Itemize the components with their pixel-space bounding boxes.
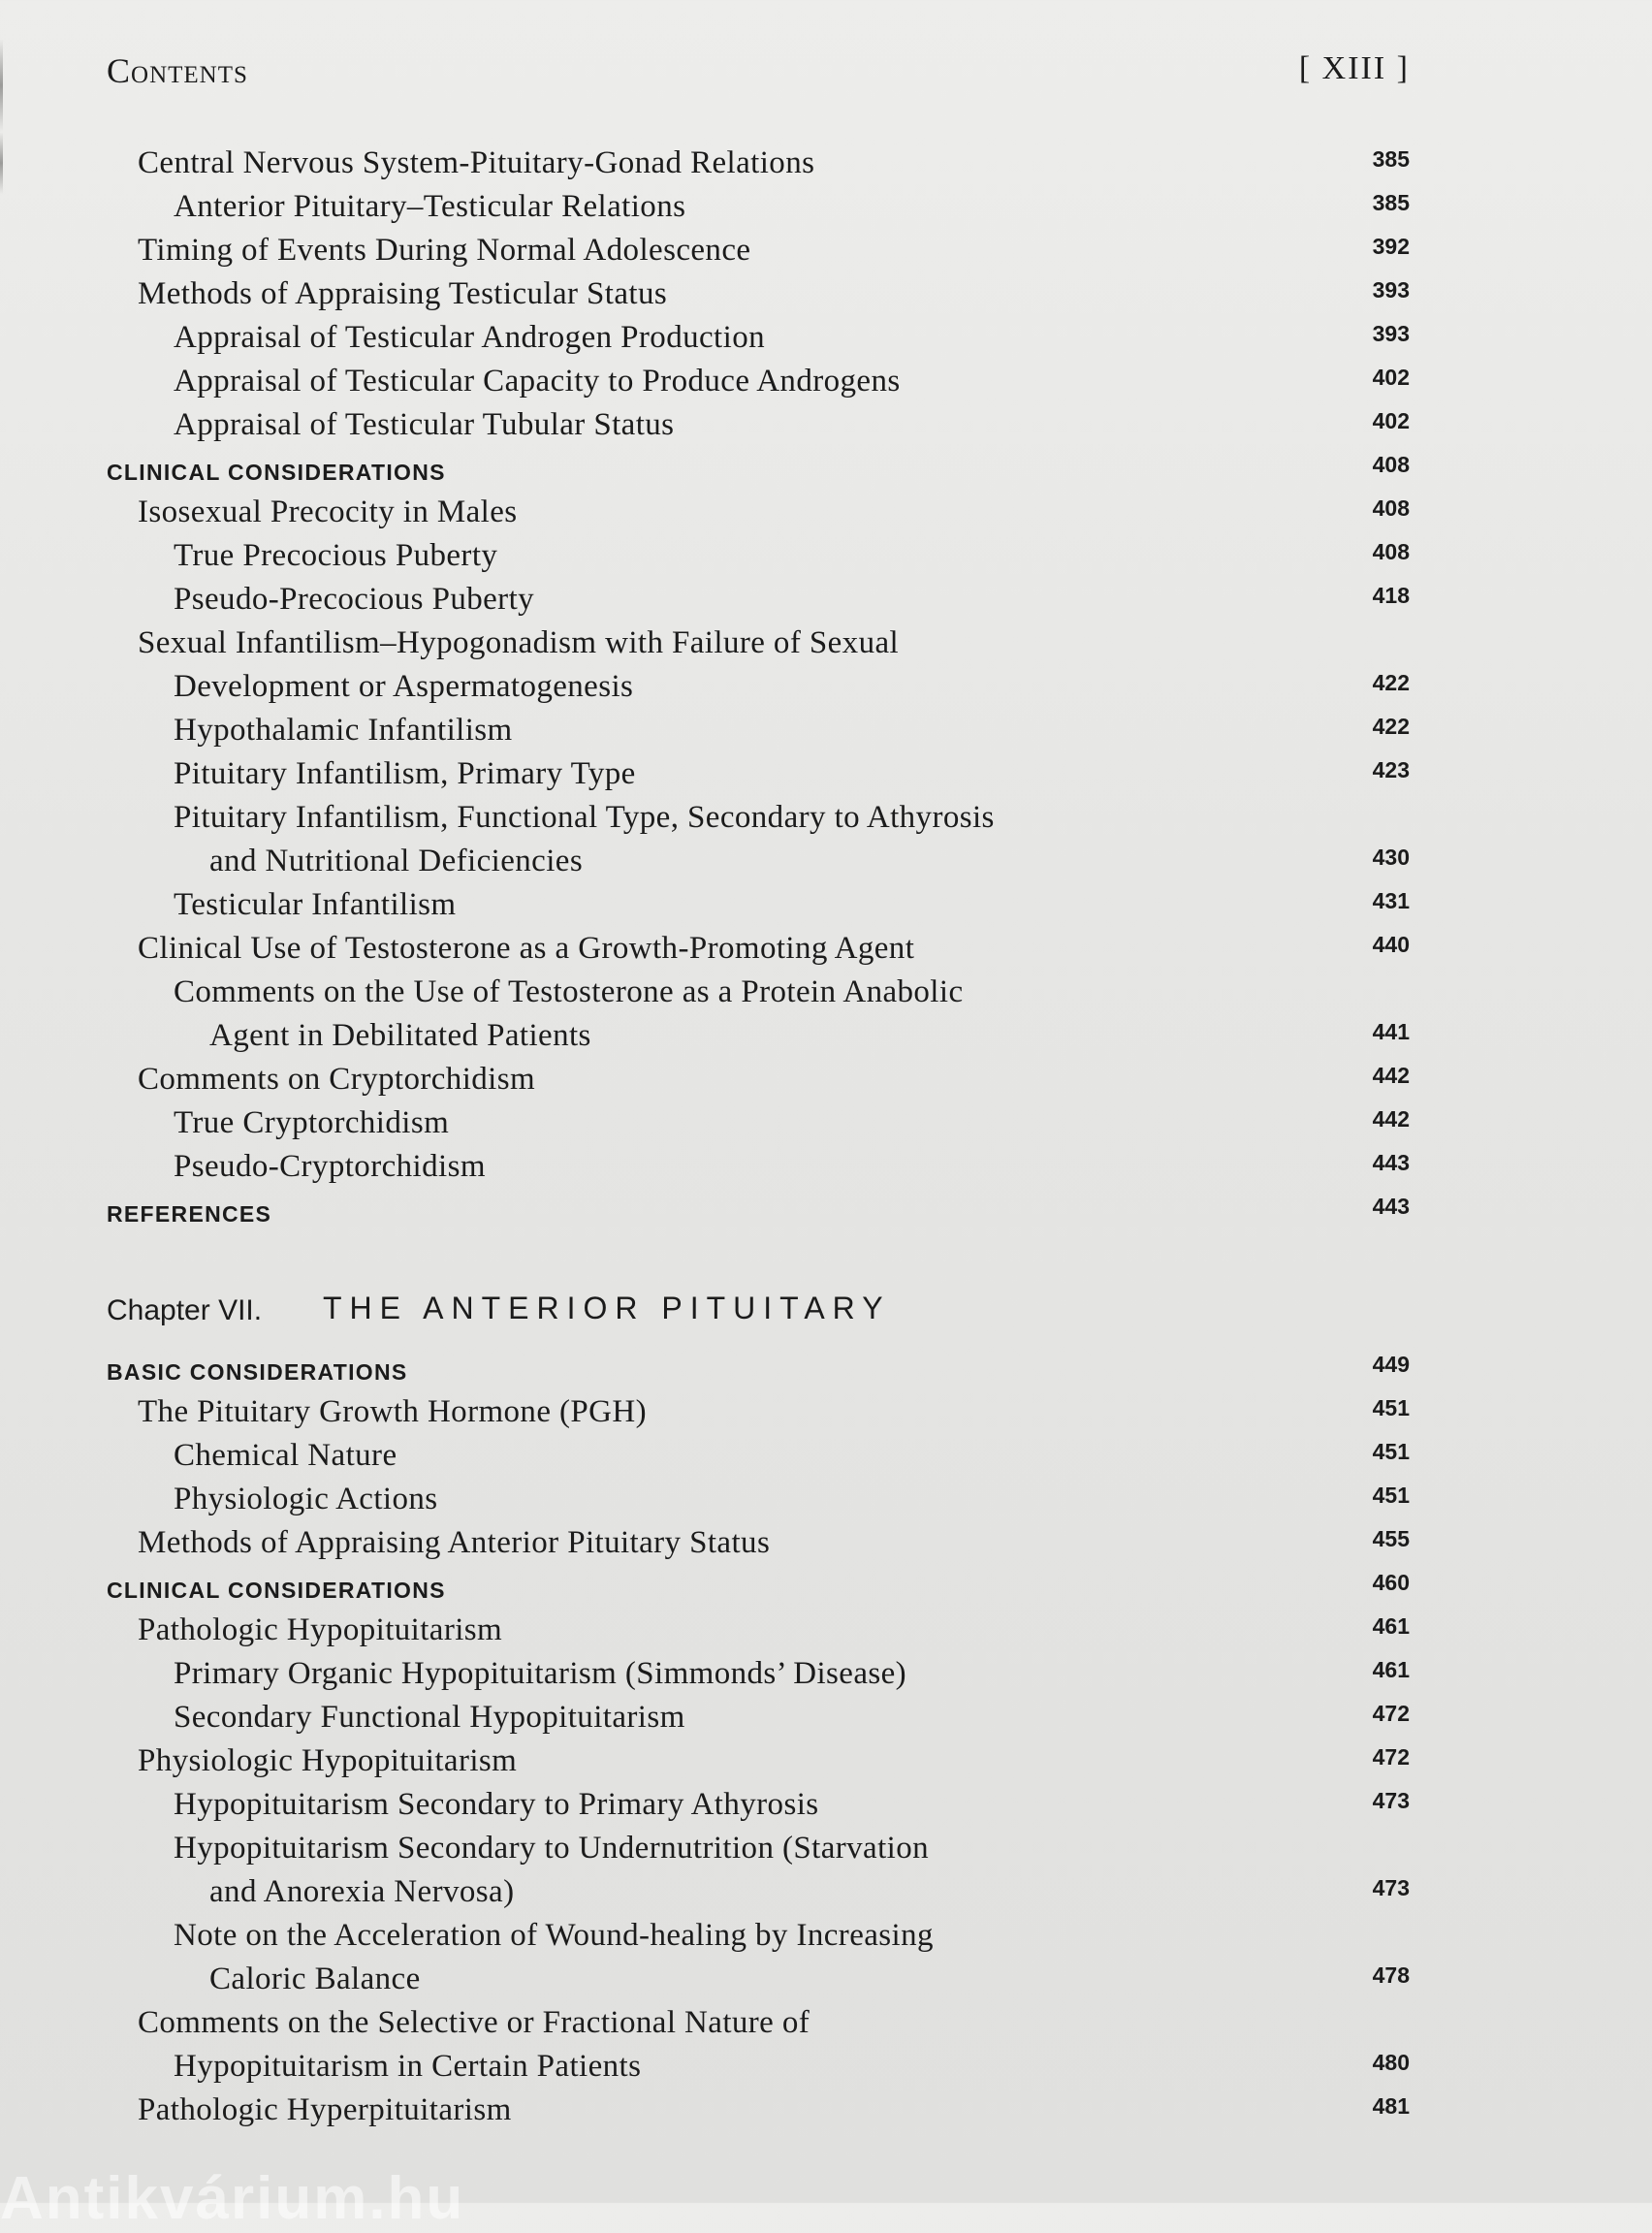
watermark-text: Antikvárium.hu (0, 2165, 465, 2232)
toc-page-number: 449 (1372, 1352, 1410, 1377)
toc-entry (0, 1821, 1652, 1908)
table-of-contents (0, 136, 1652, 2126)
toc-entry-title-line: Pathologic Hypopituitarism (138, 1612, 503, 1647)
toc-entry-title-line: Appraisal of Testicular Androgen Production (174, 320, 765, 355)
toc-entry (0, 267, 1652, 310)
toc-entry-title (174, 796, 995, 883)
toc-entry (0, 572, 1652, 616)
toc-page-number: 451 (1372, 1483, 1410, 1508)
toc-entry (0, 790, 1652, 877)
toc-entry-title (138, 2089, 512, 2132)
toc-page-number: 393 (1372, 277, 1410, 303)
toc-entry-title-line: Chemical Nature (174, 1438, 397, 1473)
toc-entry (0, 1139, 1652, 1183)
toc-entry (0, 1603, 1652, 1646)
toc-entry-title-line: REFERENCES (107, 1201, 272, 1227)
toc-page-number: 460 (1372, 1570, 1410, 1595)
toc-entry-title-line: Comments on Cryptorchidism (138, 1062, 536, 1097)
toc-entry-title-line: Pseudo-Precocious Puberty (174, 582, 535, 617)
running-head (107, 50, 1410, 99)
toc-entry (0, 528, 1652, 572)
toc-entry-title-line: Hypopituitarism Secondary to Primary Athyrosis (174, 1787, 819, 1822)
toc-page-number: 473 (1372, 1788, 1410, 1813)
toc-entry-title-line: CLINICAL CONSIDERATIONS (107, 460, 446, 485)
chapter-title: THE ANTERIOR PITUITARY (323, 1291, 891, 1325)
toc-entry-title-line: Pathologic Hyperpituitarism (138, 2092, 512, 2127)
toc-entry (0, 703, 1652, 747)
toc-page-number: 430 (1372, 845, 1410, 870)
toc-entry-title-line: Physiologic Actions (174, 1482, 438, 1516)
running-head-title: Contents (107, 51, 248, 90)
toc-page-number: 440 (1372, 932, 1410, 957)
toc-entry-title-line: Pituitary Infantilism, Primary Type (174, 756, 636, 791)
toc-entry-title-line: Hypothalamic Infantilism (174, 713, 513, 748)
toc-entry (0, 1052, 1652, 1096)
toc-entry-title-line: Secondary Functional Hypopituitarism (174, 1700, 685, 1735)
toc-entry-title (174, 971, 964, 1058)
toc-entry (0, 485, 1652, 528)
toc-entry (0, 921, 1652, 965)
toc-section-heading (0, 1183, 1652, 1227)
toc-page-number: 461 (1372, 1657, 1410, 1682)
toc-entry-title-line: Appraisal of Testicular Tubular Status (174, 407, 675, 442)
toc-page-number: 443 (1372, 1150, 1410, 1175)
toc-entry-title (138, 622, 899, 709)
toc-entry-title-line: Pituitary Infantilism, Functional Type, Secondary to Athyrosis (174, 800, 995, 835)
toc-entry (0, 1385, 1652, 1428)
toc-entry (0, 747, 1652, 790)
toc-page-number: 442 (1372, 1063, 1410, 1088)
toc-page-number: 393 (1372, 321, 1410, 346)
toc-page-number: 478 (1372, 1962, 1410, 1988)
toc-entry (0, 616, 1652, 703)
toc-entry-title-line: Anterior Pituitary–Testicular Relations (174, 189, 686, 224)
toc-section-heading (0, 1341, 1652, 1385)
toc-entry-title-line: Sexual Infantilism–Hypogonadism with Failure of Sexual (138, 625, 900, 660)
toc-entry (0, 1515, 1652, 1559)
toc-entry-title (107, 1193, 271, 1236)
toc-entry-title-line: Methods of Appraising Anterior Pituitary Status (138, 1525, 771, 1560)
toc-entry (0, 1777, 1652, 1821)
toc-entry-title-line: Comments on the Use of Testosterone as a Protein Anabolic (174, 974, 964, 1009)
toc-entry-title-line: Physiologic Hypopituitarism (138, 1743, 518, 1778)
toc-page-number: 472 (1372, 1744, 1410, 1770)
toc-page-number: 408 (1372, 495, 1410, 521)
toc-entry-title-continuation: Caloric Balance (209, 1962, 421, 1996)
toc-entry-title-line: Clinical Use of Testosterone as a Growth-Promoting Agent (138, 931, 915, 966)
toc-page-number: 481 (1372, 2093, 1410, 2119)
toc-entry-title-line: True Cryptorchidism (174, 1105, 450, 1140)
toc-entry-title-continuation: Agent in Debilitated Patients (209, 1018, 591, 1053)
toc-entry (0, 1690, 1652, 1734)
toc-page-number: 451 (1372, 1439, 1410, 1464)
chapter-heading (0, 1285, 1652, 1341)
toc-entry (0, 1995, 1652, 2083)
toc-page-number: 455 (1372, 1526, 1410, 1551)
toc-page-number: 408 (1372, 452, 1410, 477)
toc-page-number: 441 (1372, 1019, 1410, 1044)
toc-page-number: 461 (1372, 1613, 1410, 1639)
chapter-label: Chapter VII. (107, 1294, 263, 1326)
toc-entry (0, 223, 1652, 267)
toc-page-number: 418 (1372, 583, 1410, 608)
toc-entry (0, 398, 1652, 441)
toc-entry-title-line: Methods of Appraising Testicular Status (138, 276, 668, 311)
toc-entry (0, 877, 1652, 921)
toc-entry-title-line: The Pituitary Growth Hormone (PGH) (138, 1394, 648, 1429)
toc-page-number: 392 (1372, 234, 1410, 259)
toc-entry-title-continuation: and Nutritional Deficiencies (209, 844, 584, 878)
toc-entry-title-line: Timing of Events During Normal Adolescence (138, 233, 751, 268)
toc-entry-title (174, 1914, 934, 2001)
toc-entry-title-line: CLINICAL CONSIDERATIONS (107, 1578, 446, 1603)
toc-entry-title-line: Central Nervous System-Pituitary-Gonad Relations (138, 145, 815, 180)
toc-entry-title-line: Pseudo-Cryptorchidism (174, 1149, 486, 1184)
toc-entry (0, 1646, 1652, 1690)
toc-entry-title-continuation: Hypopituitarism in Certain Patients (174, 2049, 642, 2084)
toc-entry-title-line: Note on the Acceleration of Wound-healing by Increasing (174, 1918, 934, 1953)
toc-page-number: 385 (1372, 190, 1410, 215)
toc-page-number: 443 (1372, 1194, 1410, 1219)
toc-entry-title-line: Primary Organic Hypopituitarism (Simmonds’ Disease) (174, 1656, 907, 1691)
toc-entry-title-line: BASIC CONSIDERATIONS (107, 1359, 408, 1385)
toc-entry (0, 354, 1652, 398)
toc-page-number: 480 (1372, 2050, 1410, 2075)
toc-page-number: 385 (1372, 146, 1410, 172)
toc-page-number: 402 (1372, 408, 1410, 433)
toc-page-number: 408 (1372, 539, 1410, 564)
toc-page-number: 451 (1372, 1395, 1410, 1420)
running-head-page-number: [ XIII ] (1298, 50, 1410, 86)
toc-entry-title-line: Testicular Infantilism (174, 887, 457, 922)
toc-entry (0, 179, 1652, 223)
toc-page-number: 423 (1372, 757, 1410, 782)
toc-page-number: 402 (1372, 365, 1410, 390)
toc-entry-title-line: Comments on the Selective or Fractional Nature of (138, 2005, 810, 2040)
toc-page-number: 422 (1372, 714, 1410, 739)
toc-entry-title-line: Isosexual Precocity in Males (138, 494, 518, 529)
toc-page-number: 473 (1372, 1875, 1410, 1900)
toc-section-heading (0, 441, 1652, 485)
toc-page-number: 442 (1372, 1106, 1410, 1132)
toc-entry (0, 1096, 1652, 1139)
toc-entry-title-line: True Precocious Puberty (174, 538, 498, 573)
toc-page-number: 472 (1372, 1701, 1410, 1726)
toc-entry (0, 310, 1652, 354)
toc-page-number: 431 (1372, 888, 1410, 913)
toc-entry-title-line: Appraisal of Testicular Capacity to Produce Androgens (174, 364, 901, 399)
toc-entry-title (138, 2001, 810, 2089)
toc-entry-title-continuation: Development or Aspermatogenesis (174, 669, 634, 704)
toc-entry (0, 1428, 1652, 1472)
toc-page-number: 422 (1372, 670, 1410, 695)
toc-entry (0, 136, 1652, 179)
toc-section-heading (0, 1559, 1652, 1603)
toc-entry-title-continuation: and Anorexia Nervosa) (209, 1874, 515, 1909)
toc-entry (0, 1908, 1652, 1995)
toc-entry (0, 1734, 1652, 1777)
toc-entry (0, 965, 1652, 1052)
toc-entry-title-line: Hypopituitarism Secondary to Undernutrition (Starvation (174, 1831, 930, 1866)
toc-entry (0, 2083, 1652, 2126)
toc-entry-title (174, 1827, 929, 1914)
toc-entry (0, 1472, 1652, 1515)
